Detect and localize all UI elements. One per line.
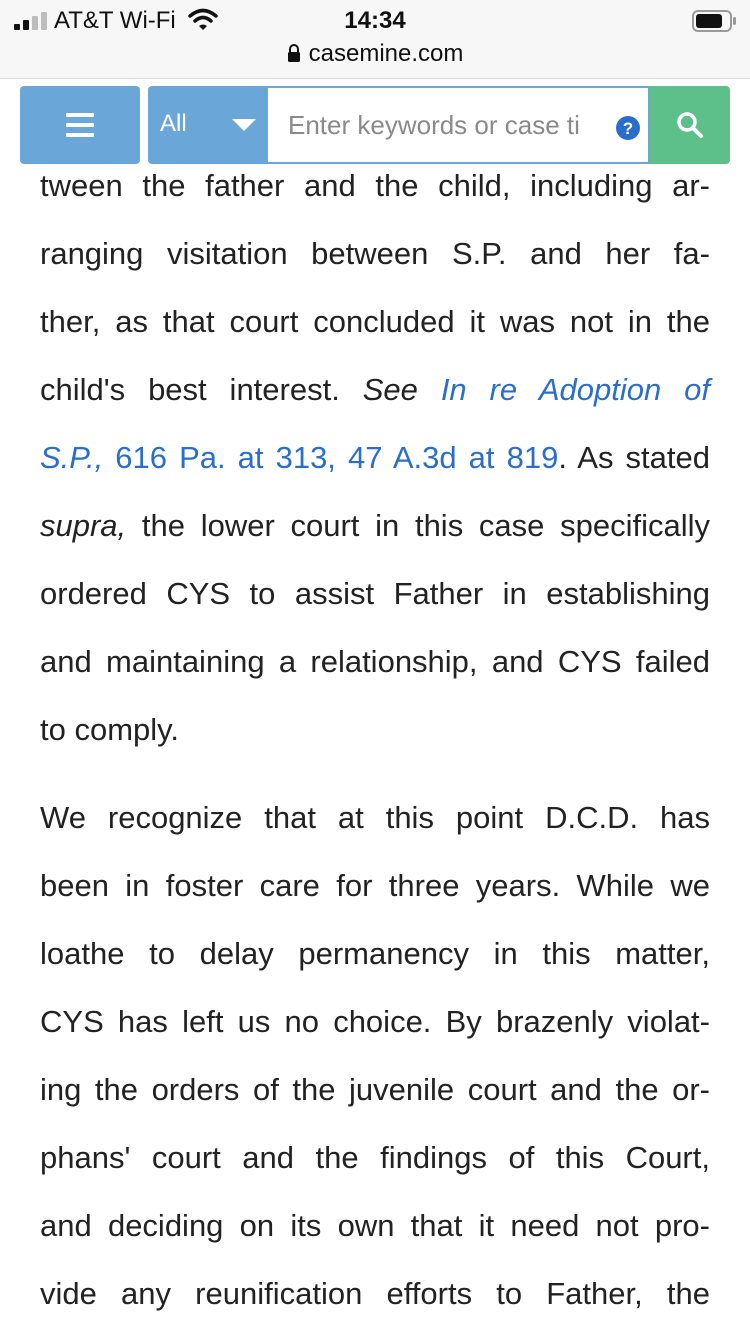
case-citation-link[interactable]: In re Adoption of bbox=[440, 372, 710, 407]
text-line: ranging visitation between S.P. and her fa- bbox=[40, 236, 710, 271]
text-line: and maintaining a relationship, and CYS failed bbox=[40, 644, 710, 679]
text-segment: the lower court in this case specifically bbox=[141, 508, 710, 543]
text-line bbox=[40, 356, 710, 424]
clock: 14:34 bbox=[344, 7, 406, 34]
text-line: phans' court and the findings of this Court, bbox=[40, 1140, 710, 1175]
text-line: ther, as that court concluded it was not in the bbox=[40, 304, 710, 339]
text-line bbox=[40, 492, 710, 560]
text-line: loathe to delay permanency in this matter, bbox=[40, 936, 710, 971]
text-line: ordered CYS to assist Father in establishing bbox=[40, 576, 710, 611]
category-value: All bbox=[160, 110, 187, 137]
text-line: tween the father and the child, including ar- bbox=[40, 168, 710, 203]
case-citation-link-cont[interactable]: S.P., bbox=[40, 440, 104, 475]
text-line: and deciding on its own that it need not pro- bbox=[40, 1208, 710, 1243]
text-line: ing the orders of the juvenile court and the or- bbox=[40, 1072, 710, 1107]
question-circle-icon[interactable] bbox=[616, 116, 640, 140]
text-line: CYS has left us no choice. By brazenly violat- bbox=[40, 1004, 710, 1039]
reporter-citation-link[interactable]: 616 Pa. at 313, 47 A.3d at 819 bbox=[115, 440, 559, 475]
svg-text:?: ? bbox=[622, 119, 634, 138]
text-line: to comply. bbox=[40, 712, 179, 747]
paragraph bbox=[40, 152, 710, 764]
text-line bbox=[40, 424, 710, 492]
carrier-label: AT&T Wi-Fi bbox=[54, 7, 176, 34]
text-line: been in foster care for three years. While we bbox=[40, 868, 710, 903]
text-segment: child's best interest. bbox=[40, 372, 340, 407]
text-line: vide any reunification efforts to Father, the bbox=[40, 1276, 710, 1311]
chevron-down-icon bbox=[232, 119, 256, 131]
magnifier-icon bbox=[676, 111, 704, 139]
text-segment: . As stated bbox=[558, 440, 710, 475]
opinion-text bbox=[40, 152, 710, 1328]
hamburger-menu-icon bbox=[66, 113, 94, 137]
lock-icon bbox=[287, 44, 301, 62]
search-input[interactable] bbox=[288, 102, 613, 148]
signal-see: See bbox=[362, 372, 418, 407]
text-line: We recognize that at this point D.C.D. has bbox=[40, 800, 710, 835]
paragraph bbox=[40, 784, 710, 1328]
text-supra: supra, bbox=[40, 508, 127, 543]
battery-icon bbox=[692, 10, 738, 32]
status-bar bbox=[0, 0, 750, 79]
url-text: casemine.com bbox=[308, 40, 464, 67]
address-bar[interactable] bbox=[0, 40, 750, 68]
